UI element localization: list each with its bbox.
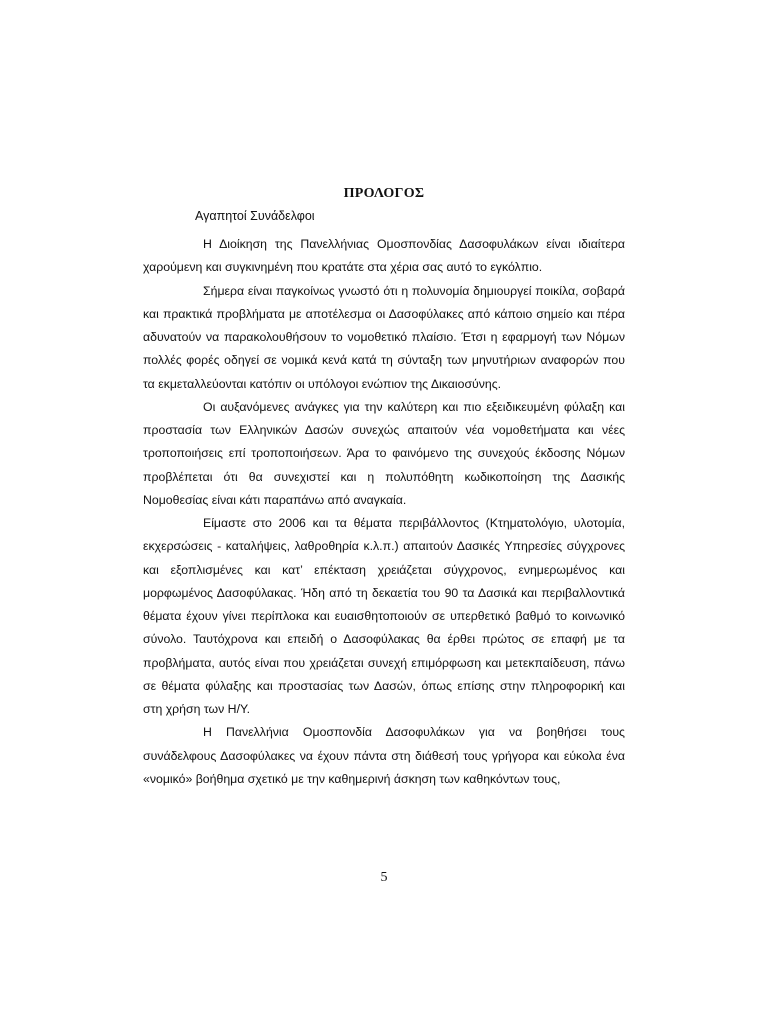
body-text [143,233,625,791]
paragraph: Η Πανελλήνια Ομοσπονδία Δασοφυλάκων για να βοηθήσει τους συνάδελφους Δασοφύλακες να έχουν πάντα στη διάθεσή τους γρήγορα και εύκολα ένα «νομικό» βοήθημα σχετικό με την καθημερινή άσκηση των καθηκόντων τους, [143,725,625,786]
page-number: 5 [380,870,388,885]
paragraph: Είμαστε στο 2006 και τα θέματα περιβάλλοντος (Κτηματολόγιο, υλοτομία, εκχερσώσεις - καταλήψεις, λαθροθηρία κ.λ.π.) απαιτούν Δασικές Υπηρεσίες σύγχρονες και εξοπλισμένες και κατ’ επέκταση χρειάζεται σύγχρονος, ενημερωμένος και μορφωμένος Δασοφύλακας. Ήδη από τη δεκαετία του 90 τα Δασικά και περιβαλλοντικά θέματα έχουν γίνει περίπλοκα και ευαισθητοποιούν σε υπερθετικό βαθμό το κοινωνικό σύνολο. Ταυτόχρονα και επειδή ο Δασοφύλακας θα έρθει πρώτος σε επαφή με τα προβλήματα, αυτός είναι που χρειάζεται συνεχή επιμόρφωση και μετεκπαίδευση, πάνω σε θέματα φύλαξης και προστασίας των Δασών, όπως επίσης στην πληροφορική και στη χρήση των Η/Υ. [143,516,625,716]
page-title: ΠΡΟΛΟΓΟΣ [343,186,425,201]
greeting-line: Αγαπητοί Συνάδελφοι [195,209,315,223]
paragraph: Η Διοίκηση της Πανελλήνιας Ομοσπονδίας Δασοφυλάκων είναι ιδιαίτερα χαρούμενη και συγκινημένη που κρατάτε στα χέρια σας αυτό το εγκόλπιο. [143,237,625,275]
paragraph: Σήμερα είναι παγκοίνως γνωστό ότι η πολυνομία δημιουργεί ποικίλα, σοβαρά και πρακτικά προβλήματα με αποτέλεσμα οι Δασοφύλακες από κάποιο σημείο και πέρα αδυνατούν να παρακολουθήσουν το νομοθετικό πλαίσιο. Έτσι η εφαρμογή των Νόμων πολλές φορές οδηγεί σε νομικά κενά κατά τη σύνταξη των μηνυτήριων αναφορών που τα εκμεταλλεύονται κατόπιν οι υπόλογοι ενώπιον της Δικαιοσύνης. [143,283,625,391]
paragraph: Οι αυξανόμενες ανάγκες για την καλύτερη και πιο εξειδικευμένη φύλαξη και προστασία των Ελληνικών Δασών συνεχώς απαιτούν νέα νομοθετήματα και νέες τροποποιήσεις επί τροποποιήσεων. Άρα το φαινόμενο της συνεχούς έκδοσης Νόμων προβλέπεται ότι θα συνεχιστεί και η πολυπόθητη κωδικοποίηση της Δασικής Νομοθεσίας είναι κάτι παραπάνω από αναγκαία. [143,399,625,507]
